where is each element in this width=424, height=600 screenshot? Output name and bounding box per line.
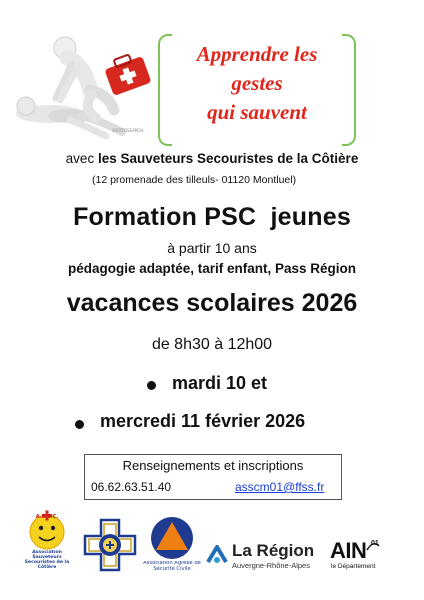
secourisme-cross-logo: [81, 516, 139, 574]
headline-line-2: gestes: [231, 71, 283, 95]
headline-line-1: Apprendre les: [196, 42, 318, 66]
assc-logo-text: Association Sauveteurs Secouristes de la Côtière: [24, 550, 70, 570]
bullet-icon: [147, 381, 156, 390]
date-2: mercredi 11 février 2026: [100, 411, 306, 431]
securite-civile-logo: [143, 515, 201, 579]
phone-number: 06.62.63.51.40: [91, 480, 172, 494]
ain-name: AIN: [330, 538, 367, 563]
age-requirement: à partir 10 ans: [167, 240, 257, 256]
assc-logo-letters: A.S.S.C.: [35, 514, 59, 520]
ain-swoosh-icon: [366, 542, 380, 552]
course-title: Formation PSC jeunes: [73, 203, 351, 231]
date-1: mardi 10 et: [172, 373, 268, 393]
cpr-illustration: [10, 28, 160, 140]
info-box: [84, 454, 342, 500]
email-link[interactable]: asscm01@ffss.fr: [235, 480, 325, 494]
schedule-hours: de 8h30 à 12h00: [151, 336, 273, 353]
holiday-period: vacances scolaires 2026: [66, 289, 358, 317]
organisation-prefix: avec: [65, 151, 98, 166]
organisation-name: les Sauveteurs Secouristes de la Côtière: [97, 151, 359, 166]
info-title: Renseignements et inscriptions: [122, 458, 304, 473]
region-sub: Auvergne-Rhône-Alpes: [232, 561, 310, 570]
ain-department-logo: [328, 540, 398, 572]
region-name: La Région: [232, 541, 315, 560]
image-credit: ©FOTOSEARCH: [112, 128, 144, 133]
bullet-icon: [75, 420, 84, 429]
region-logo: [206, 540, 324, 574]
headline: [158, 40, 356, 127]
region-logo-icon: [206, 544, 228, 566]
assc-logo: [20, 508, 74, 572]
ain-sub: le Département: [331, 563, 376, 570]
headline-line-3: qui sauvent: [207, 100, 307, 124]
pedagogy-info: pédagogie adaptée, tarif enfant, Pass Région: [67, 261, 357, 276]
address: (12 promenade des tilleuls- 01120 Montluel): [92, 174, 297, 186]
headline-box: [158, 34, 356, 142]
ain-number: 01: [371, 540, 379, 547]
securite-civile-text: Association Agréée de Sécurité Civile: [143, 561, 201, 572]
organisation-line: [0, 151, 424, 166]
